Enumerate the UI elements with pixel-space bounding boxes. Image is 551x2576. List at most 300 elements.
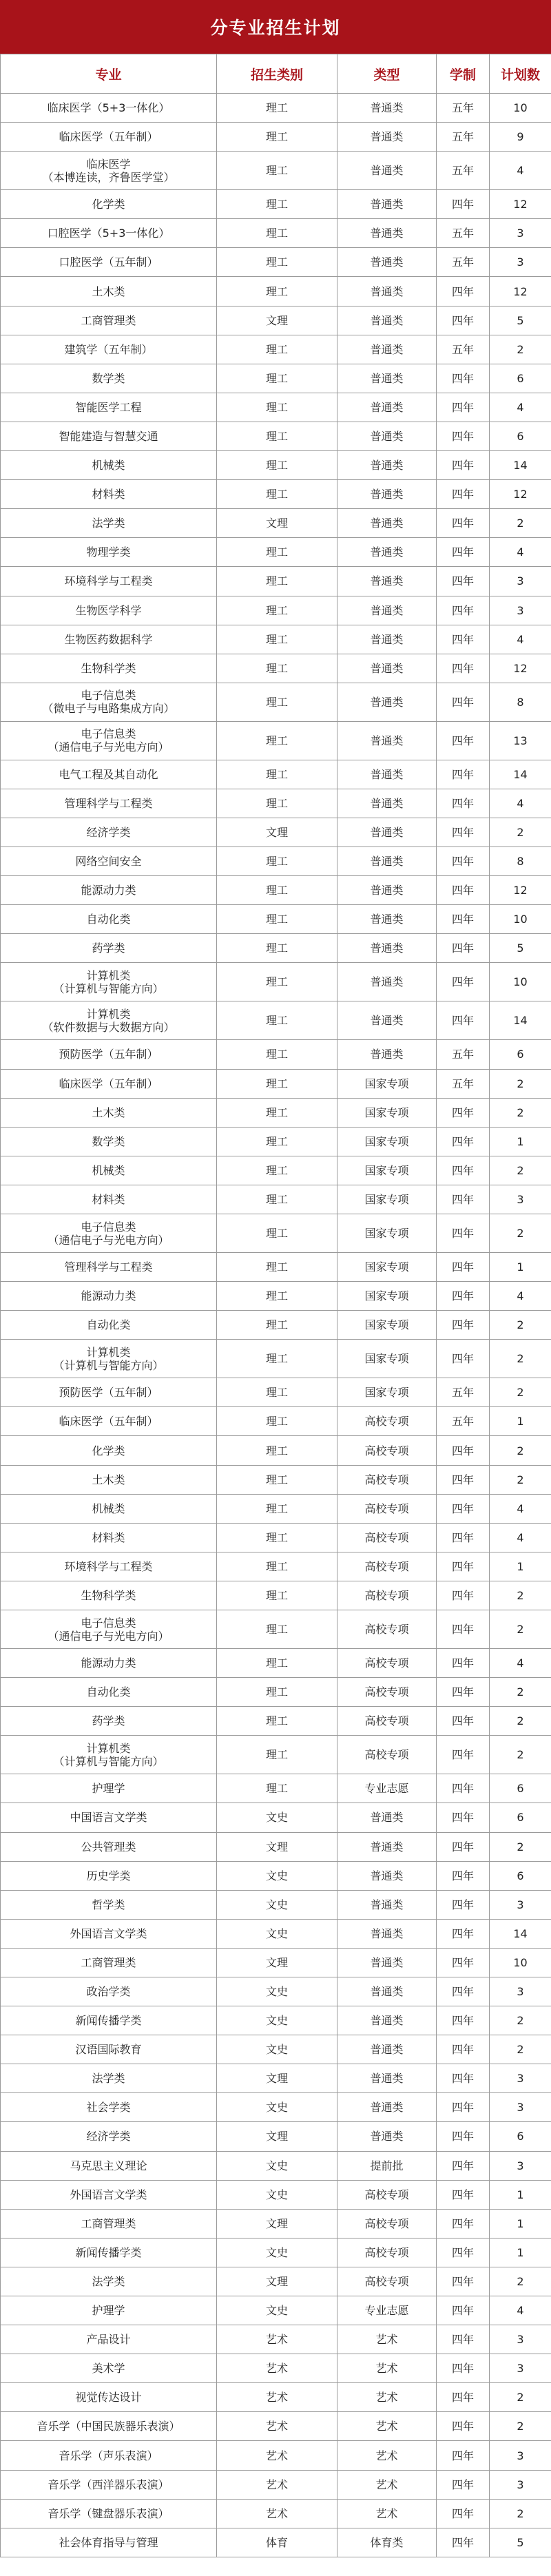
- cell-duration: 五年: [437, 94, 490, 123]
- cell-category: 艺术: [217, 2470, 337, 2499]
- cell-type: 高校专项: [337, 2209, 437, 2238]
- cell-type: 专业志愿: [337, 1774, 437, 1803]
- cell-quota: 6: [490, 1803, 551, 1832]
- cell-duration: 五年: [437, 1407, 490, 1436]
- cell-quota: 2: [490, 2499, 551, 2528]
- cell-major: 网络空间安全: [1, 847, 217, 876]
- cell-type: 艺术: [337, 2383, 437, 2412]
- cell-type: 高校专项: [337, 1736, 437, 1774]
- cell-category: 理工: [217, 1407, 337, 1436]
- cell-major: 工商管理类: [1, 2209, 217, 2238]
- cell-quota: 3: [490, 2093, 551, 2122]
- cell-category: 理工: [217, 1127, 337, 1156]
- cell-type: 高校专项: [337, 1678, 437, 1707]
- cell-category: 理工: [217, 1069, 337, 1098]
- cell-quota: 14: [490, 451, 551, 480]
- table-row: [1, 2354, 551, 2383]
- cell-type: 普通类: [337, 721, 437, 760]
- cell-quota: 1: [490, 1127, 551, 1156]
- table-row: [1, 335, 551, 364]
- cell-duration: 四年: [437, 1774, 490, 1803]
- cell-major: 材料类: [1, 480, 217, 509]
- cell-category: 理工: [217, 654, 337, 683]
- cell-major: 中国语言文学类: [1, 1803, 217, 1832]
- cell-type: 普通类: [337, 654, 437, 683]
- table-row: [1, 1185, 551, 1214]
- cell-major: 环境科学与工程类: [1, 567, 217, 596]
- cell-quota: 10: [490, 963, 551, 1001]
- table-row: [1, 1832, 551, 1861]
- table-row: [1, 94, 551, 123]
- cell-category: 理工: [217, 1494, 337, 1523]
- cell-major: 预防医学（五年制）: [1, 1040, 217, 1069]
- cell-type: 普通类: [337, 1977, 437, 2006]
- cell-category: 理工: [217, 760, 337, 789]
- cell-duration: 四年: [437, 1001, 490, 1040]
- table-row: [1, 2499, 551, 2528]
- table-row: [1, 2180, 551, 2209]
- cell-quota: 2: [490, 2035, 551, 2064]
- cell-quota: 2: [490, 1581, 551, 1610]
- cell-quota: 3: [490, 248, 551, 277]
- cell-quota: 4: [490, 2296, 551, 2325]
- cell-type: 艺术: [337, 2412, 437, 2441]
- cell-major: 政治学类: [1, 1977, 217, 2006]
- cell-major: 生物科学类: [1, 1581, 217, 1610]
- cell-quota: 10: [490, 905, 551, 934]
- cell-major: 护理学: [1, 1774, 217, 1803]
- cell-quota: 1: [490, 2209, 551, 2238]
- cell-category: 理工: [217, 277, 337, 306]
- cell-duration: 四年: [437, 721, 490, 760]
- cell-duration: 四年: [437, 1803, 490, 1832]
- cell-category: 文史: [217, 1919, 337, 1948]
- title-bar: [0, 0, 551, 54]
- cell-quota: 2: [490, 2267, 551, 2296]
- header-quota: 计划数: [490, 54, 551, 94]
- cell-major: 化学类: [1, 190, 217, 219]
- cell-duration: 四年: [437, 2528, 490, 2557]
- cell-type: 普通类: [337, 190, 437, 219]
- cell-duration: 四年: [437, 306, 490, 335]
- cell-duration: 四年: [437, 451, 490, 480]
- cell-duration: 四年: [437, 1311, 490, 1340]
- cell-quota: 2: [490, 1465, 551, 1494]
- cell-duration: 四年: [437, 1977, 490, 2006]
- cell-quota: 2: [490, 2383, 551, 2412]
- table-row: [1, 509, 551, 538]
- cell-major: 土木类: [1, 277, 217, 306]
- cell-category: 理工: [217, 721, 337, 760]
- cell-type: 普通类: [337, 152, 437, 190]
- cell-quota: 3: [490, 219, 551, 248]
- table-row: [1, 2035, 551, 2064]
- cell-quota: 2: [490, 1707, 551, 1736]
- cell-quota: 2: [490, 335, 551, 364]
- cell-quota: 3: [490, 1890, 551, 1919]
- cell-quota: 3: [490, 2470, 551, 2499]
- cell-quota: 3: [490, 2325, 551, 2354]
- table-row: [1, 1774, 551, 1803]
- cell-quota: 6: [490, 1774, 551, 1803]
- cell-type: 国家专项: [337, 1098, 437, 1127]
- cell-type: 高校专项: [337, 1523, 437, 1552]
- cell-quota: 4: [490, 393, 551, 422]
- cell-category: 文史: [217, 2093, 337, 2122]
- cell-major: 马克思主义理论: [1, 2151, 217, 2180]
- cell-quota: 1: [490, 1253, 551, 1282]
- cell-major: 经济学类: [1, 2122, 217, 2151]
- cell-category: 文理: [217, 1948, 337, 1977]
- cell-duration: 四年: [437, 934, 490, 963]
- cell-major: 自动化类: [1, 1311, 217, 1340]
- cell-quota: 12: [490, 876, 551, 905]
- cell-quota: 4: [490, 538, 551, 567]
- table-row: [1, 1919, 551, 1948]
- cell-major: 社会学类: [1, 2093, 217, 2122]
- cell-quota: 4: [490, 789, 551, 818]
- cell-category: 文理: [217, 2122, 337, 2151]
- cell-major: 电子信息类 （通信电子与光电方向）: [1, 721, 217, 760]
- cell-duration: 四年: [437, 2267, 490, 2296]
- cell-category: 理工: [217, 422, 337, 450]
- cell-major: 化学类: [1, 1436, 217, 1465]
- cell-category: 理工: [217, 1649, 337, 1678]
- table-row: [1, 364, 551, 393]
- cell-category: 理工: [217, 248, 337, 277]
- cell-category: 理工: [217, 364, 337, 393]
- table-row: [1, 2209, 551, 2238]
- plan-body: [1, 94, 551, 2557]
- cell-category: 文理: [217, 2267, 337, 2296]
- cell-type: 高校专项: [337, 2267, 437, 2296]
- cell-category: 理工: [217, 1001, 337, 1040]
- cell-type: 普通类: [337, 1803, 437, 1832]
- cell-duration: 四年: [437, 963, 490, 1001]
- table-row: [1, 1378, 551, 1407]
- cell-quota: 9: [490, 123, 551, 152]
- table-row: [1, 1552, 551, 1581]
- cell-duration: 四年: [437, 683, 490, 721]
- cell-duration: 四年: [437, 2354, 490, 2383]
- cell-quota: 2: [490, 1156, 551, 1185]
- cell-quota: 4: [490, 152, 551, 190]
- cell-duration: 四年: [437, 1282, 490, 1311]
- cell-category: 理工: [217, 123, 337, 152]
- cell-type: 普通类: [337, 625, 437, 654]
- cell-major: 计算机类 （计算机与智能方向）: [1, 963, 217, 1001]
- cell-category: 理工: [217, 1552, 337, 1581]
- cell-duration: 四年: [437, 1494, 490, 1523]
- cell-type: 普通类: [337, 1919, 437, 1948]
- table-row: [1, 393, 551, 422]
- cell-major: 环境科学与工程类: [1, 1552, 217, 1581]
- cell-duration: 四年: [437, 2296, 490, 2325]
- cell-duration: 四年: [437, 760, 490, 789]
- header-row: [1, 54, 551, 94]
- cell-type: 普通类: [337, 789, 437, 818]
- cell-quota: 6: [490, 2122, 551, 2151]
- cell-major: 生物医学科学: [1, 596, 217, 625]
- cell-category: 理工: [217, 480, 337, 509]
- table-row: [1, 789, 551, 818]
- cell-type: 普通类: [337, 480, 437, 509]
- cell-type: 国家专项: [337, 1156, 437, 1185]
- cell-quota: 6: [490, 422, 551, 450]
- cell-quota: 2: [490, 2412, 551, 2441]
- cell-type: 普通类: [337, 1861, 437, 1890]
- cell-type: 普通类: [337, 2006, 437, 2035]
- cell-type: 国家专项: [337, 1069, 437, 1098]
- cell-type: 国家专项: [337, 1214, 437, 1253]
- cell-duration: 四年: [437, 596, 490, 625]
- header-major: 专业: [1, 54, 217, 94]
- cell-duration: 四年: [437, 1523, 490, 1552]
- cell-quota: 2: [490, 1378, 551, 1407]
- cell-category: 理工: [217, 1340, 337, 1378]
- cell-major: 能源动力类: [1, 1282, 217, 1311]
- cell-type: 国家专项: [337, 1282, 437, 1311]
- cell-major: 历史学类: [1, 1861, 217, 1890]
- cell-category: 理工: [217, 219, 337, 248]
- cell-type: 普通类: [337, 538, 437, 567]
- cell-major: 工商管理类: [1, 1948, 217, 1977]
- cell-duration: 四年: [437, 1890, 490, 1919]
- header-category: 招生类别: [217, 54, 337, 94]
- cell-category: 理工: [217, 876, 337, 905]
- cell-duration: 四年: [437, 480, 490, 509]
- cell-duration: 四年: [437, 876, 490, 905]
- cell-category: 理工: [217, 190, 337, 219]
- cell-major: 能源动力类: [1, 876, 217, 905]
- cell-quota: 5: [490, 306, 551, 335]
- cell-type: 高校专项: [337, 1407, 437, 1436]
- table-row: [1, 1523, 551, 1552]
- cell-category: 理工: [217, 1707, 337, 1736]
- cell-type: 普通类: [337, 934, 437, 963]
- header-type: 类型: [337, 54, 437, 94]
- cell-major: 数学类: [1, 364, 217, 393]
- cell-major: 哲学类: [1, 1890, 217, 1919]
- cell-major: 智能医学工程: [1, 393, 217, 422]
- cell-major: 临床医学（五年制）: [1, 1407, 217, 1436]
- cell-category: 艺术: [217, 2441, 337, 2470]
- cell-quota: 4: [490, 1494, 551, 1523]
- cell-type: 艺术: [337, 2470, 437, 2499]
- cell-major: 药学类: [1, 1707, 217, 1736]
- cell-major: 机械类: [1, 451, 217, 480]
- cell-major: 口腔医学（五年制）: [1, 248, 217, 277]
- table-row: [1, 1098, 551, 1127]
- cell-duration: 四年: [437, 1649, 490, 1678]
- table-row: [1, 1156, 551, 1185]
- cell-type: 国家专项: [337, 1253, 437, 1282]
- cell-type: 普通类: [337, 1948, 437, 1977]
- cell-quota: 4: [490, 625, 551, 654]
- table-row: [1, 1127, 551, 1156]
- cell-category: 文史: [217, 2151, 337, 2180]
- cell-quota: 2: [490, 1069, 551, 1098]
- cell-quota: 6: [490, 1861, 551, 1890]
- cell-duration: 五年: [437, 248, 490, 277]
- cell-major: 材料类: [1, 1185, 217, 1214]
- cell-duration: 四年: [437, 567, 490, 596]
- cell-category: 理工: [217, 1156, 337, 1185]
- cell-category: 理工: [217, 1311, 337, 1340]
- cell-duration: 五年: [437, 152, 490, 190]
- table-row: [1, 1494, 551, 1523]
- cell-type: 艺术: [337, 2441, 437, 2470]
- cell-major: 口腔医学（5+3一体化）: [1, 219, 217, 248]
- cell-duration: 四年: [437, 2035, 490, 2064]
- cell-type: 普通类: [337, 963, 437, 1001]
- cell-quota: 3: [490, 567, 551, 596]
- table-row: [1, 625, 551, 654]
- cell-type: 普通类: [337, 1890, 437, 1919]
- cell-duration: 四年: [437, 393, 490, 422]
- table-row: [1, 451, 551, 480]
- cell-duration: 四年: [437, 190, 490, 219]
- cell-major: 产品设计: [1, 2325, 217, 2354]
- cell-major: 药学类: [1, 934, 217, 963]
- cell-category: 文史: [217, 1861, 337, 1890]
- cell-type: 国家专项: [337, 1378, 437, 1407]
- cell-category: 理工: [217, 905, 337, 934]
- cell-category: 理工: [217, 1436, 337, 1465]
- table-row: [1, 190, 551, 219]
- cell-type: 普通类: [337, 509, 437, 538]
- cell-type: 普通类: [337, 1001, 437, 1040]
- cell-duration: 四年: [437, 277, 490, 306]
- cell-category: 艺术: [217, 2412, 337, 2441]
- cell-type: 高校专项: [337, 1581, 437, 1610]
- cell-duration: 四年: [437, 2151, 490, 2180]
- cell-category: 文史: [217, 1977, 337, 2006]
- cell-quota: 1: [490, 2180, 551, 2209]
- cell-duration: 四年: [437, 625, 490, 654]
- table-row: [1, 934, 551, 963]
- table-row: [1, 905, 551, 934]
- cell-duration: 四年: [437, 1253, 490, 1282]
- cell-duration: 五年: [437, 1378, 490, 1407]
- cell-quota: 12: [490, 277, 551, 306]
- cell-major: 临床医学 （本博连读，齐鲁医学堂）: [1, 152, 217, 190]
- cell-type: 普通类: [337, 451, 437, 480]
- cell-quota: 2: [490, 1311, 551, 1340]
- cell-category: 体育: [217, 2528, 337, 2557]
- cell-category: 理工: [217, 393, 337, 422]
- cell-duration: 五年: [437, 1040, 490, 1069]
- table-row: [1, 123, 551, 152]
- cell-major: 管理科学与工程类: [1, 789, 217, 818]
- cell-category: 理工: [217, 934, 337, 963]
- cell-major: 机械类: [1, 1156, 217, 1185]
- table-row: [1, 1948, 551, 1977]
- cell-quota: 2: [490, 2006, 551, 2035]
- cell-category: 文史: [217, 2035, 337, 2064]
- cell-major: 土木类: [1, 1098, 217, 1127]
- cell-category: 文理: [217, 2209, 337, 2238]
- table-row: [1, 152, 551, 190]
- table-row: [1, 567, 551, 596]
- table-row: [1, 2296, 551, 2325]
- table-row: [1, 2412, 551, 2441]
- table-row: [1, 2528, 551, 2557]
- table-row: [1, 1890, 551, 1919]
- cell-major: 生物科学类: [1, 654, 217, 683]
- cell-duration: 五年: [437, 219, 490, 248]
- table-row: [1, 1340, 551, 1378]
- cell-major: 临床医学（五年制）: [1, 1069, 217, 1098]
- cell-type: 高校专项: [337, 1610, 437, 1649]
- cell-major: 经济学类: [1, 818, 217, 846]
- cell-type: 普通类: [337, 905, 437, 934]
- cell-quota: 3: [490, 2151, 551, 2180]
- cell-category: 理工: [217, 1610, 337, 1649]
- cell-major: 汉语国际教育: [1, 2035, 217, 2064]
- table-row: [1, 847, 551, 876]
- cell-category: 文理: [217, 818, 337, 846]
- cell-category: 文理: [217, 2064, 337, 2093]
- cell-type: 高校专项: [337, 1494, 437, 1523]
- cell-major: 生物医药数据科学: [1, 625, 217, 654]
- plan-table: [0, 54, 551, 2557]
- cell-major: 音乐学（西洋器乐表演）: [1, 2470, 217, 2499]
- cell-major: 音乐学（键盘器乐表演）: [1, 2499, 217, 2528]
- cell-category: 理工: [217, 1378, 337, 1407]
- cell-quota: 5: [490, 934, 551, 963]
- cell-type: 艺术: [337, 2499, 437, 2528]
- cell-quota: 3: [490, 2354, 551, 2383]
- table-row: [1, 1581, 551, 1610]
- cell-duration: 四年: [437, 364, 490, 393]
- cell-major: 法学类: [1, 509, 217, 538]
- table-row: [1, 2470, 551, 2499]
- cell-category: 理工: [217, 94, 337, 123]
- table-row: [1, 538, 551, 567]
- table-row: [1, 2093, 551, 2122]
- cell-major: 物理学类: [1, 538, 217, 567]
- cell-quota: 2: [490, 1736, 551, 1774]
- cell-quota: 2: [490, 1610, 551, 1649]
- cell-duration: 四年: [437, 422, 490, 450]
- cell-quota: 4: [490, 1282, 551, 1311]
- cell-type: 普通类: [337, 123, 437, 152]
- cell-major: 自动化类: [1, 905, 217, 934]
- table-row: [1, 654, 551, 683]
- table-row: [1, 277, 551, 306]
- cell-type: 提前批: [337, 2151, 437, 2180]
- cell-type: 普通类: [337, 306, 437, 335]
- cell-category: 理工: [217, 1185, 337, 1214]
- cell-type: 高校专项: [337, 1552, 437, 1581]
- table-row: [1, 818, 551, 846]
- cell-major: 外国语言文学类: [1, 1919, 217, 1948]
- cell-type: 艺术: [337, 2354, 437, 2383]
- cell-duration: 四年: [437, 2470, 490, 2499]
- cell-duration: 五年: [437, 1069, 490, 1098]
- table-row: [1, 248, 551, 277]
- cell-quota: 2: [490, 818, 551, 846]
- cell-category: 理工: [217, 1098, 337, 1127]
- table-row: [1, 1649, 551, 1678]
- cell-major: 音乐学（声乐表演）: [1, 2441, 217, 2470]
- cell-duration: 四年: [437, 2412, 490, 2441]
- table-row: [1, 1069, 551, 1098]
- cell-quota: 2: [490, 1678, 551, 1707]
- cell-major: 计算机类 （软件数据与大数据方向）: [1, 1001, 217, 1040]
- cell-quota: 6: [490, 1040, 551, 1069]
